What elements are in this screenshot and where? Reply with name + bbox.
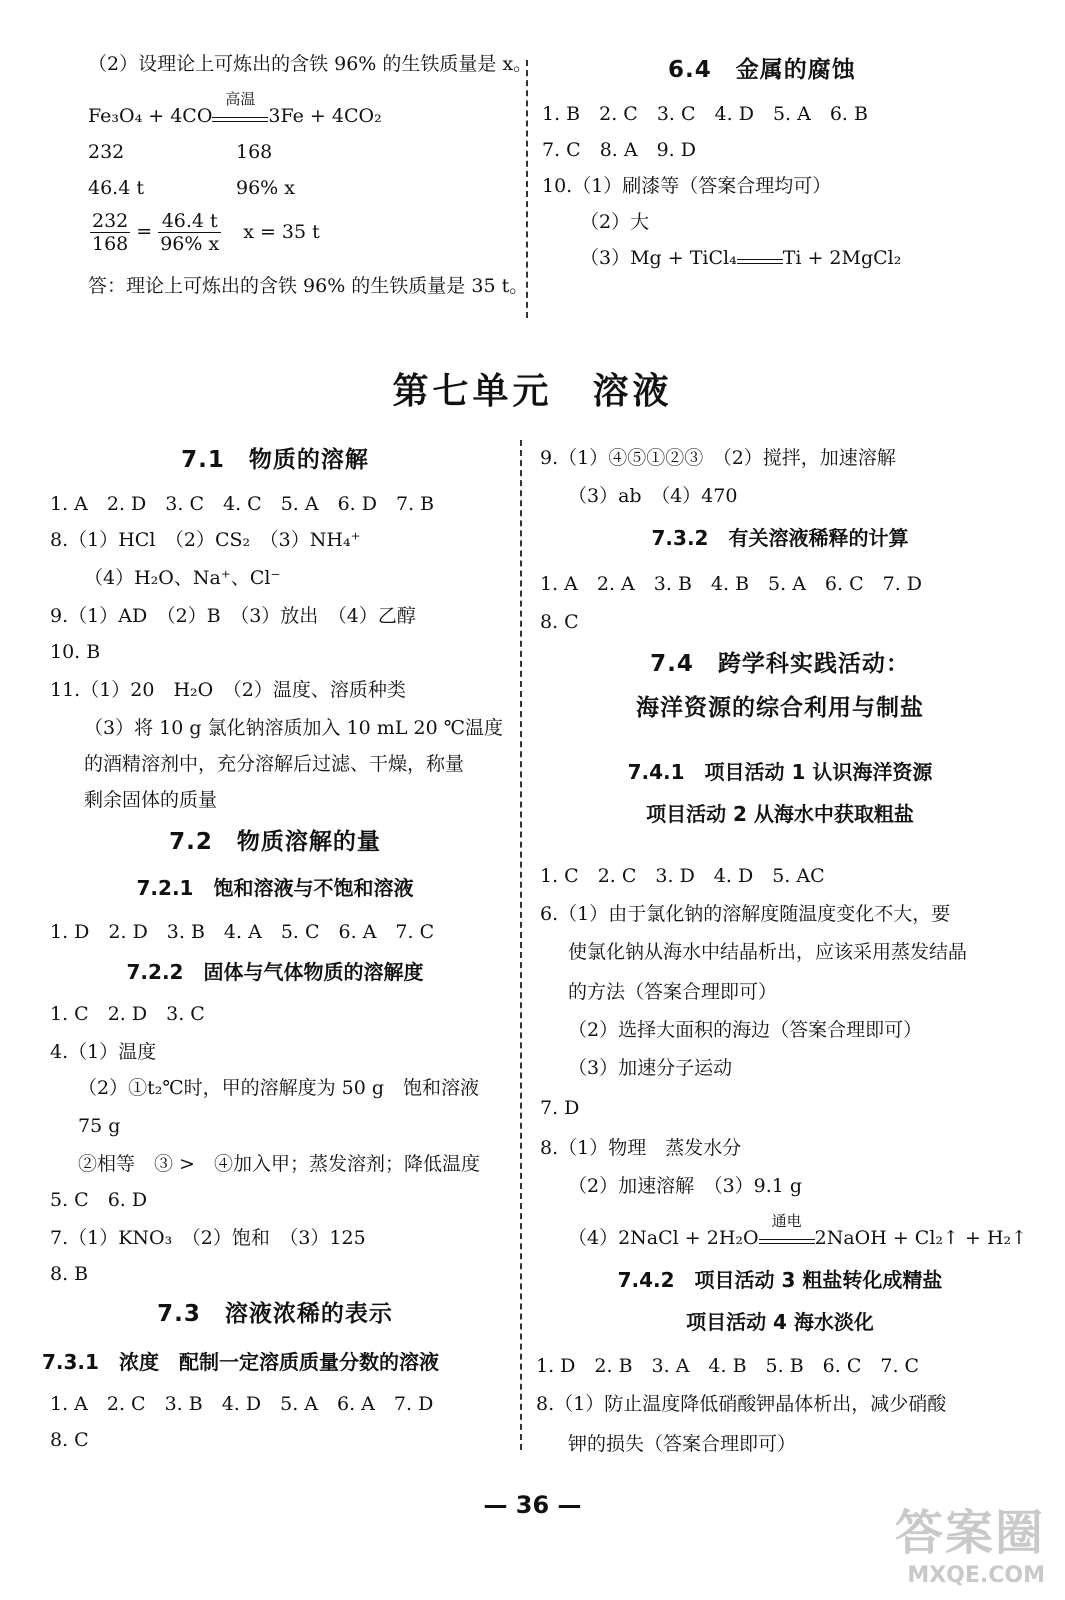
answers-7-2-2-q4-2b: 75 g bbox=[78, 1115, 121, 1137]
answers-7-4-2-row1: 1. D 2. B 3. A 4. B 5. B 6. C 7. C bbox=[536, 1355, 920, 1377]
equation-condition-electric: 通电 bbox=[759, 1229, 815, 1244]
answers-7-1-q11-3a: （3）将 10 g 氯化钠溶质加入 10 mL 20 ℃温度 bbox=[84, 717, 503, 739]
answers-7-3-1-row1: 1. A 2. C 3. B 4. D 5. A 6. A 7. D bbox=[50, 1393, 434, 1415]
mass-232: 232 bbox=[88, 141, 125, 163]
answers-7-2-2-q4-2: （2）①t₂℃时，甲的溶解度为 50 g 饱和溶液 bbox=[78, 1077, 480, 1099]
equation-fe3o4 bbox=[88, 90, 382, 128]
answers-7-4-1-q6-1b: 使氯化钠从海水中结晶析出，应该采用蒸发结晶 bbox=[568, 941, 968, 963]
answer-line: 答：理论上可炼出的含铁 96% 的生铁质量是 35 t。 bbox=[88, 275, 529, 297]
answers-7-4-2-q8-1a: 8.（1）防止温度降低硝酸钾晶体析出，减少硝酸 bbox=[536, 1393, 947, 1415]
result-x: x = 35 t bbox=[243, 220, 320, 243]
mass-46-4: 46.4 t bbox=[88, 177, 144, 199]
answers-7-2-2-q8: 8. B bbox=[50, 1263, 89, 1285]
answers-7-4-1-q8-2: （2）加速溶解 （3）9.1 g bbox=[568, 1175, 803, 1197]
answers-7-3-1-q9: 9.（1）④⑤①②③ （2）搅拌，加速溶解 bbox=[540, 447, 896, 469]
answers-7-1-q8: 8.（1）HCl （2）CS₂ （3）NH₄⁺ bbox=[50, 529, 361, 551]
mass-168: 168 bbox=[236, 141, 273, 163]
answers-7-1-q11-3c: 剩余固体的质量 bbox=[84, 789, 218, 811]
section-7-1-title: 7.1 物质的溶解 bbox=[181, 447, 369, 473]
section-7-4-2-title-a: 7.4.2 项目活动 3 粗盐转化成精盐 bbox=[617, 1268, 943, 1292]
answers-7-2-2-q7: 7.（1）KNO₃ （2）饱和 （3）125 bbox=[50, 1227, 366, 1249]
answers-7-4-1-row1: 1. C 2. C 3. D 4. D 5. AC bbox=[540, 865, 825, 887]
mass-96x: 96% x bbox=[236, 177, 295, 199]
answers-7-1-q11-3b: 的酒精溶剂中，充分溶解后过滤、干燥，称量 bbox=[84, 753, 465, 775]
answers-6-4-q10-2: （2）大 bbox=[580, 211, 650, 233]
answers-7-4-1-q6-1a: 6.（1）由于氯化钠的溶解度随温度变化不大，要 bbox=[540, 903, 951, 925]
section-7-4-1-title-a: 7.4.1 项目活动 1 认识海洋资源 bbox=[627, 760, 933, 784]
section-7-2-2-title: 7.2.2 固体与气体物质的溶解度 bbox=[126, 960, 424, 984]
equation-mg-ticl4: （3）Mg + TiCl₄ Ti + 2MgCl₂ bbox=[580, 247, 902, 269]
answers-7-1-q10: 10. B bbox=[50, 641, 101, 663]
answers-7-4-1-q7: 7. D bbox=[540, 1097, 580, 1119]
section-7-4-title-b: 海洋资源的综合利用与制盐 bbox=[636, 695, 924, 721]
answers-7-1-q11: 11.（1）20 H₂O （2）温度、溶质种类 bbox=[50, 679, 406, 701]
answers-6-4-row1: 1. B 2. C 3. C 4. D 5. A 6. B bbox=[542, 103, 868, 125]
section-6-4-title: 6.4 金属的腐蚀 bbox=[668, 57, 856, 83]
answers-7-1-q8-4: （4）H₂O、Na⁺、Cl⁻ bbox=[84, 567, 281, 589]
section-7-3-2-title: 7.3.2 有关溶液稀释的计算 bbox=[651, 526, 909, 550]
answers-7-1-row1: 1. A 2. D 3. C 4. C 5. A 6. D 7. B bbox=[50, 493, 435, 515]
answers-7-3-1-q8: 8. C bbox=[50, 1429, 89, 1451]
equation-nacl-electrolysis: （4）2NaCl + 2H₂O 通电 2NaOH + Cl₂↑ + H₂↑ bbox=[568, 1212, 1028, 1249]
answers-7-1-q9: 9.（1）AD （2）B （3）放出 （4）乙醇 bbox=[50, 605, 416, 627]
equation-equals bbox=[737, 249, 783, 264]
answers-7-4-1-q6-3: （3）加速分子运动 bbox=[568, 1057, 733, 1079]
answers-7-4-1-q6-2: （2）选择大面积的海边（答案合理即可） bbox=[568, 1019, 923, 1041]
section-7-4-1-title-b: 项目活动 2 从海水中获取粗盐 bbox=[646, 802, 914, 826]
section-7-4-2-title-b: 项目活动 4 海水淡化 bbox=[686, 1310, 874, 1334]
section-7-3-title: 7.3 溶液浓稀的表示 bbox=[157, 1301, 393, 1327]
fraction-2: $\frac{46.4 t}{96\% x}$ bbox=[160, 210, 220, 255]
answers-7-2-2-q4-2c: ②相等 ③ > ④加入甲；蒸发溶剂；降低温度 bbox=[78, 1153, 480, 1175]
unit-7-title: 第七单元 溶液 bbox=[392, 371, 673, 412]
answers-7-2-1: 1. D 2. D 3. B 4. A 5. C 6. A 7. C bbox=[50, 921, 435, 943]
answers-7-4-1-q8-1: 8.（1）物理 蒸发水分 bbox=[540, 1137, 742, 1159]
fraction-1: $\frac{232}{168}$ bbox=[92, 210, 129, 255]
answers-6-4-row2: 7. C 8. A 9. D bbox=[542, 139, 696, 161]
answers-7-3-2-q8: 8. C bbox=[540, 611, 579, 633]
equation-condition: 高温 bbox=[212, 107, 268, 122]
watermark-logo: 答案圈 MXQE.COM bbox=[894, 1505, 1045, 1588]
answers-7-2-2-row1: 1. C 2. D 3. C bbox=[50, 1003, 205, 1025]
page-number: — 36 — bbox=[483, 1491, 582, 1519]
answers-7-4-2-q8-1b: 钾的损失（答案合理即可） bbox=[568, 1433, 797, 1455]
proportion-equation: $\frac{232}{168}$ = $\frac{46.4 t}{96\% x}$ x = 35 t bbox=[92, 210, 320, 255]
column-divider-top bbox=[526, 60, 528, 318]
answers-6-4-q10: 10.（1）刷漆等（答案合理均可） bbox=[542, 175, 832, 197]
column-divider-main bbox=[520, 440, 522, 1450]
answers-7-3-1-q9-3: （3）ab （4）470 bbox=[568, 485, 738, 507]
answers-7-4-1-q6-1c: 的方法（答案合理即可） bbox=[568, 981, 778, 1003]
answers-7-2-2-q5: 5. C 6. D bbox=[50, 1189, 148, 1211]
answers-7-3-2-row1: 1. A 2. A 3. B 4. B 5. A 6. C 7. D bbox=[540, 573, 923, 595]
equation-left: Fe₃O₄ + 4CO bbox=[88, 105, 213, 127]
section-7-2-1-title: 7.2.1 饱和溶液与不饱和溶液 bbox=[136, 876, 414, 900]
q2-intro: （2）设理论上可炼出的含铁 96% 的生铁质量是 x。 bbox=[88, 53, 533, 75]
section-7-3-1-title: 7.3.1 浓度 配制一定溶质质量分数的溶液 bbox=[42, 1350, 439, 1374]
equation-right: 3Fe + 4CO₂ bbox=[268, 105, 382, 127]
answers-7-2-2-q4: 4.（1）温度 bbox=[50, 1041, 157, 1063]
section-7-2-title: 7.2 物质溶解的量 bbox=[169, 829, 381, 855]
section-7-4-title-a: 7.4 跨学科实践活动： bbox=[650, 651, 910, 677]
